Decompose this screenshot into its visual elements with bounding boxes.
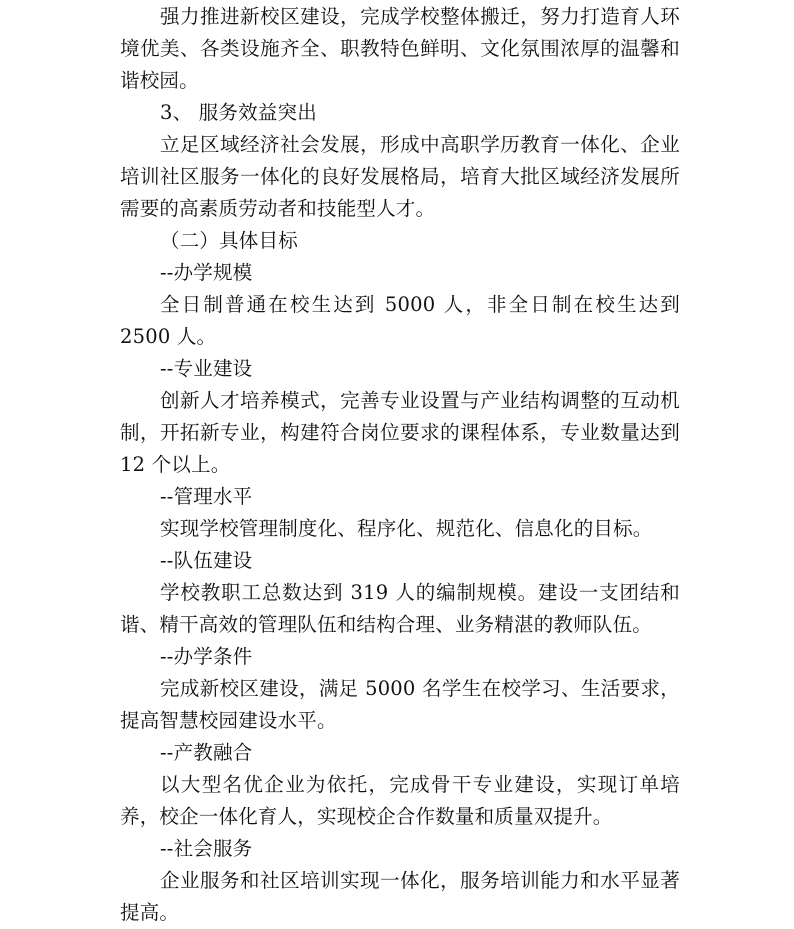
heading-team-building: --队伍建设: [160, 549, 253, 572]
paragraph-team-building: 学校教职工总数达到 319 人的编制规模。建设一支团结和谐、精干高效的管理队伍和结构合理、业务精湛的教师队伍。: [120, 581, 680, 636]
paragraph-industry-education: 以大型名优企业为依托，完成骨干专业建设，实现订单培养，校企一体化育人，实现校企合作数量和质量双提升。: [120, 773, 680, 828]
paragraph-social-service: 企业服务和社区培训实现一体化，服务培训能力和水平显著提高。: [120, 869, 680, 924]
heading-major-construction: --专业建设: [160, 357, 253, 380]
heading-school-conditions: --办学条件: [160, 645, 253, 668]
heading-specific-goals: （二）具体目标: [160, 229, 298, 252]
paragraph-management-level: 实现学校管理制度化、程序化、规范化、信息化的目标。: [160, 517, 653, 540]
paragraph-service-benefit: 立足区域经济社会发展，形成中高职学历教育一体化、企业培训社区服务一体化的良好发展格局，培育大批区域经济发展所需要的高素质劳动者和技能型人才。: [120, 133, 680, 220]
heading-service-benefit: 3、 服务效益突出: [160, 101, 317, 124]
heading-industry-education: --产教融合: [160, 741, 253, 764]
heading-social-service: --社会服务: [160, 837, 253, 860]
paragraph-school-conditions: 完成新校区建设，满足 5000 名学生在校学习、生活要求，提高智慧校园建设水平。: [120, 677, 680, 732]
paragraph-major-construction: 创新人才培养模式，完善专业设置与产业结构调整的互动机制，开拓新专业，构建符合岗位要求的课程体系，专业数量达到 12 个以上。: [120, 389, 680, 476]
paragraph-school-scale: 全日制普通在校生达到 5000 人，非全日制在校生达到 2500 人。: [120, 293, 680, 348]
heading-school-scale: --办学规模: [160, 261, 253, 284]
paragraph-campus-construction: 强力推进新校区建设，完成学校整体搬迁，努力打造育人环境优美、各类设施齐全、职教特色鲜明、文化氛围浓厚的温馨和谐校园。: [120, 5, 680, 92]
heading-management-level: --管理水平: [160, 485, 253, 508]
document-page: [120, 0, 680, 929]
